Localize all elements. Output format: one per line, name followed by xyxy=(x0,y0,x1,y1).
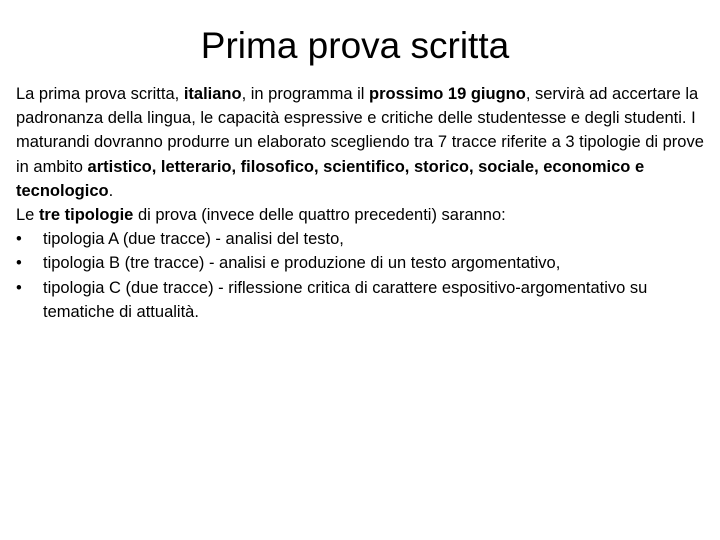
slide-title: Prima prova scritta xyxy=(200,25,510,66)
tipologie-list xyxy=(16,227,706,324)
list-item-text: tipologia B (tre tracce) - analisi e produzione di un testo argomentativo, xyxy=(43,254,561,273)
list-item-text: tipologia A (due tracce) - analisi del testo, xyxy=(43,230,344,249)
intro-bold-subject: italiano xyxy=(183,85,242,103)
intro-text-2: , in programma il xyxy=(241,85,370,103)
intro-text-1: La prima prova scritta, xyxy=(16,85,184,103)
list-item-text: tipologia C (due tracce) - riflessione critica di carattere espositivo-argomentativo su tematiche di attualità. xyxy=(43,278,648,321)
list-item xyxy=(16,276,706,324)
bullet-icon: • xyxy=(16,254,22,273)
types-text-1: Le xyxy=(16,206,39,225)
types-paragraph xyxy=(16,203,706,227)
intro-paragraph xyxy=(16,82,706,203)
bullet-icon: • xyxy=(16,230,22,249)
intro-bold-fields: artistico, letterario, filosofico, scientifico, storico, sociale, economico e tecnologico xyxy=(16,157,645,200)
intro-text-4: . xyxy=(108,181,114,200)
types-text-2: di prova (invece delle quattro precedenti) saranno: xyxy=(133,206,506,225)
types-bold: tre tipologie xyxy=(38,206,134,225)
list-item xyxy=(16,227,706,251)
intro-text-3: , servirà ad accertare la padronanza della lingua, le capacità espressive e critiche delle studentesse e degli studenti. I maturandi dovranno produrre un elaborato scegliendo tra 7 tracce riferite a 3 tipologie di prove in ambito xyxy=(16,85,704,176)
intro-bold-date: prossimo 19 giugno xyxy=(369,85,526,103)
list-item xyxy=(16,251,706,275)
slide-body xyxy=(16,82,706,324)
bullet-icon: • xyxy=(16,278,22,297)
